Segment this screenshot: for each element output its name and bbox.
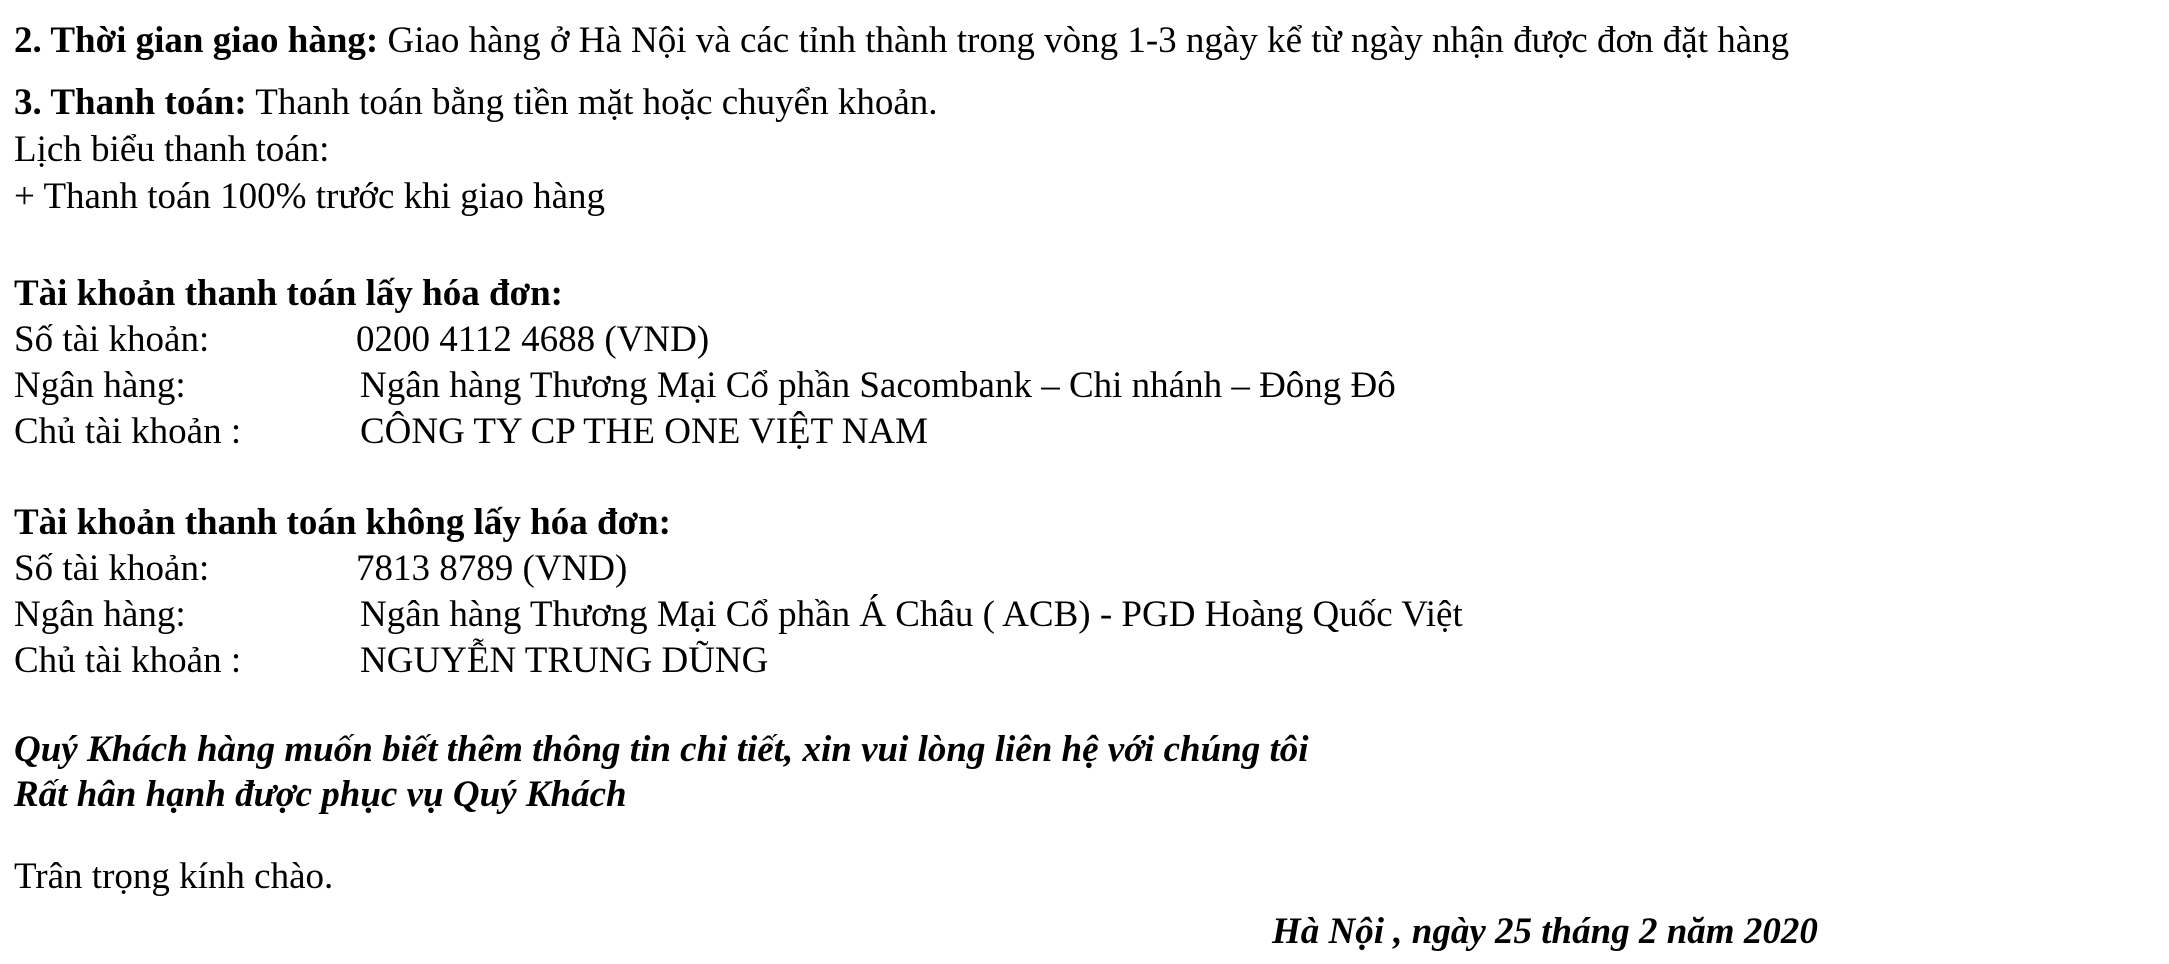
account-with-invoice-holder: CÔNG TY CP THE ONE VIỆT NAM xyxy=(360,411,929,452)
account-with-invoice-number: 0200 4112 4688 (VND) xyxy=(356,319,710,360)
delivery-heading: 2. Thời gian giao hàng: xyxy=(14,20,379,61)
closing-greeting: Trân trọng kính chào. xyxy=(14,856,334,897)
account-with-invoice-title: Tài khoản thanh toán lấy hóa đơn: xyxy=(14,273,563,314)
account-without-invoice-number-label: Số tài khoản: xyxy=(14,548,210,589)
delivery-text: Giao hàng ở Hà Nội và các tỉnh thành trong vòng 1-3 ngày kể từ ngày nhận được đơn đặt hàng xyxy=(378,20,1790,61)
account-with-invoice-holder-label: Chủ tài khoản : xyxy=(14,411,242,452)
payment-schedule-label: Lịch biểu thanh toán: xyxy=(14,129,330,170)
account-without-invoice-bank: Ngân hàng Thương Mại Cổ phần Á Châu ( ACB) - PGD Hoàng Quốc Việt xyxy=(360,594,1463,635)
payment-schedule-item: + Thanh toán 100% trước khi giao hàng xyxy=(14,176,606,217)
payment-heading: 3. Thanh toán: xyxy=(14,82,247,123)
account-without-invoice-holder-label: Chủ tài khoản : xyxy=(14,640,242,681)
account-with-invoice-bank: Ngân hàng Thương Mại Cổ phần Sacombank – Chi nhánh – Đông Đô xyxy=(360,365,1396,406)
account-without-invoice-title: Tài khoản thanh toán không lấy hóa đơn: xyxy=(14,502,671,543)
closing-place-date: Hà Nội , ngày 25 tháng 2 năm 2020 xyxy=(1272,911,1818,952)
account-with-invoice-bank-label: Ngân hàng: xyxy=(14,365,186,406)
closing-note-line-2: Rất hân hạnh được phục vụ Quý Khách xyxy=(14,774,627,815)
delivery-line xyxy=(14,22,1789,59)
payment-line xyxy=(14,84,938,121)
account-with-invoice-number-label: Số tài khoản: xyxy=(14,319,210,360)
account-without-invoice-holder: NGUYỄN TRUNG DŨNG xyxy=(360,640,769,681)
account-without-invoice-bank-label: Ngân hàng: xyxy=(14,594,186,635)
closing-note-line-1: Quý Khách hàng muốn biết thêm thông tin chi tiết, xin vui lòng liên hệ với chúng tôi xyxy=(14,729,1309,770)
account-without-invoice-number: 7813 8789 (VND) xyxy=(356,548,628,589)
payment-text: Thanh toán bằng tiền mặt hoặc chuyển khoản. xyxy=(246,82,938,123)
